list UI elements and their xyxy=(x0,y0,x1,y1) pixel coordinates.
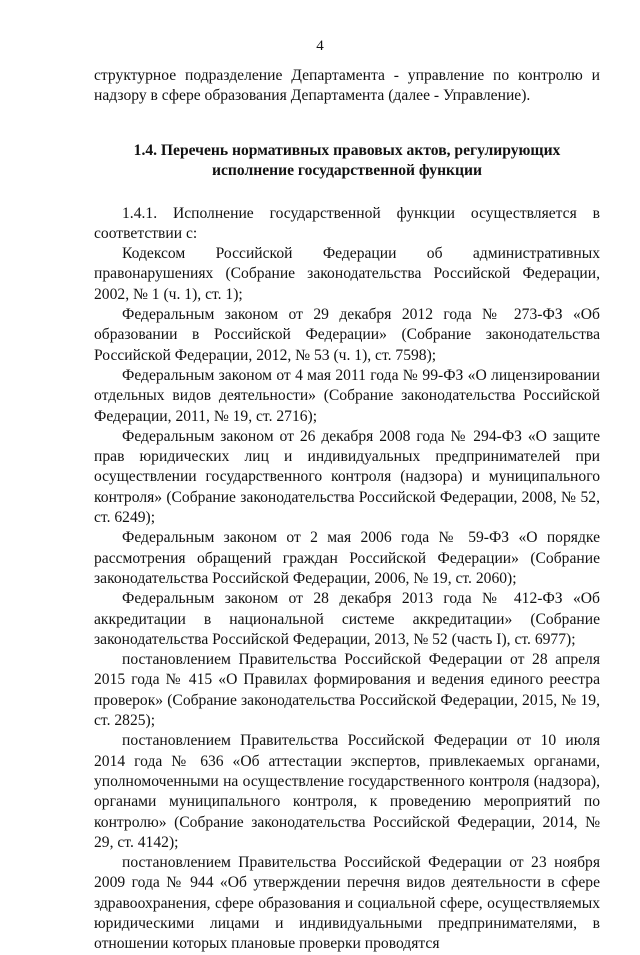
page-number: 4 xyxy=(316,38,324,54)
paragraph-law-59: Федеральным законом от 2 мая 2006 года № 59-ФЗ «О порядке рассмотрения обращений граждан Российской Федерации» (Собрание законодательства Российской Федерации, 2006, № 19, ст. 2060); xyxy=(94,529,600,587)
paragraph-decree-415: постановлением Правительства Российской Федерации от 28 апреля 2015 года № 415 «О Правилах формирования и ведения единого реестра проверок» (Собрание законодательства Российской Федерации, 2015, № 19, ст. 2825); xyxy=(94,651,600,730)
paragraph-decree-636: постановлением Правительства Российской Федерации от 10 июля 2014 года № 636 «Об аттестации экспертов, привлекаемых органами, уполномоченными на осуществление государственного контроля (надзора), органами муниципального контроля, к проведению мероприятий по контролю» (Собрание законодательства Российской Федерации, 2014, № 29, ст. 4142); xyxy=(94,732,600,851)
paragraph-1-4-1: 1.4.1. Исполнение государственной функции осуществляется в соответствии с: xyxy=(94,204,600,242)
paragraph-law-273: Федеральным законом от 29 декабря 2012 года № 273-ФЗ «Об образовании в Российской Федерации» (Собрание законодательства Российской Федерации, 2012, № 53 (ч. 1), ст. 7598); xyxy=(94,306,600,364)
section-heading xyxy=(94,141,600,181)
paragraph-decree-944: постановлением Правительства Российской Федерации от 23 ноября 2009 года № 944 «Об утверждении перечня видов деятельности в сфере здравоохранения, сфере образования и социальной сфере, осуществляемых юридическими лицами и индивидуальными предпринимателями, в отношении которых плановые проверки проводятся xyxy=(94,854,600,953)
section-heading-line-1: 1.4. Перечень нормативных правовых актов, регулирующих xyxy=(133,141,561,159)
paragraph-koap: Кодексом Российской Федерации об административных правонарушениях (Собрание законодательства Российской Федерации, 2002, № 1 (ч. 1), ст. 1); xyxy=(94,245,600,303)
paragraph-law-99: Федеральным законом от 4 мая 2011 года № 99-ФЗ «О лицензировании отдельных видов деятельности» (Собрание законодательства Российской Федерации, 2011, № 19, ст. 2716); xyxy=(94,366,600,425)
paragraph-law-412: Федеральным законом от 28 декабря 2013 года № 412-ФЗ «Об аккредитации в национальной системе аккредитации» (Собрание законодательства Российской Федерации, 2013, № 52 (часть I), ст. 6977); xyxy=(94,590,600,648)
intro-paragraph: структурное подразделение Департамента - управление по контролю и надзору в сфере образования Департамента (далее - Управление). xyxy=(94,67,600,105)
paragraph-law-294: Федеральным законом от 26 декабря 2008 года № 294-ФЗ «О защите прав юридических лиц и индивидуальных предпринимателей при осуществлении государственного контроля (надзора) и муниципального контроля» (Собрание законодательства Российской Федерации, 2008, № 52, ст. 6249); xyxy=(94,427,600,527)
document-body xyxy=(94,66,600,955)
section-heading-line-2: исполнение государственной функции xyxy=(212,161,482,179)
